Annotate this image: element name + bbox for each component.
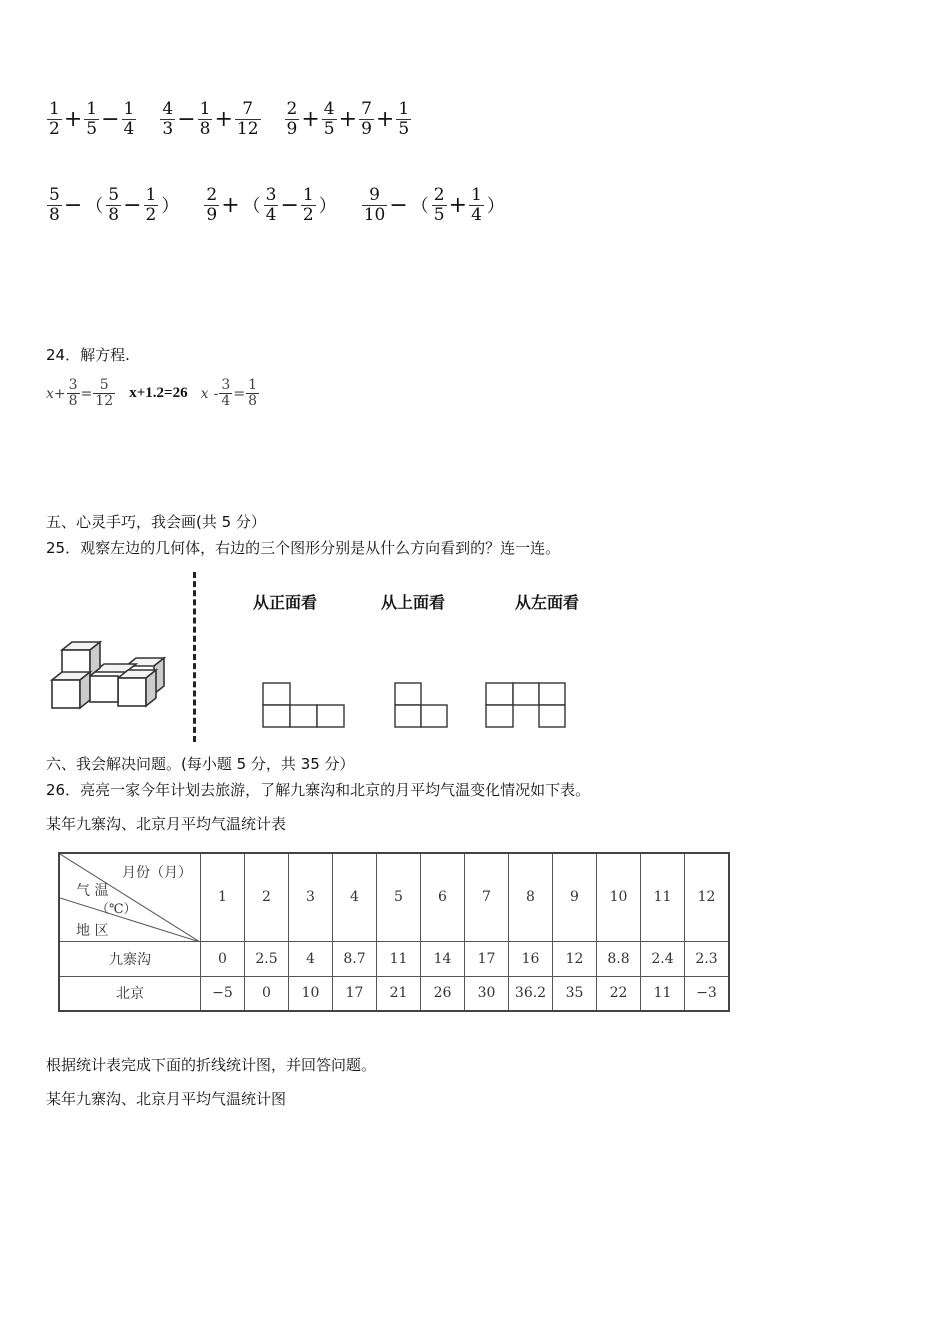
header-temp-unit: （℃） bbox=[96, 902, 137, 917]
fraction: $\frac{5}{8}$ bbox=[108, 185, 120, 225]
operator: + bbox=[448, 192, 468, 218]
value-cell: 14 bbox=[421, 941, 465, 976]
expression bbox=[361, 185, 507, 225]
eq3-equals: = bbox=[233, 385, 246, 402]
month-cell: 1 bbox=[201, 853, 245, 941]
equation-row bbox=[46, 378, 260, 410]
fraction: $\frac{1}{5}$ bbox=[86, 99, 98, 139]
value-cell: 8.8 bbox=[597, 941, 641, 976]
value-cell: 17 bbox=[333, 976, 377, 1011]
view-left-label: 从左面看 bbox=[515, 593, 580, 612]
dashed-divider bbox=[193, 572, 196, 742]
section6-title: 六、我会解决问题。(每小题 5 分，共 35 分） bbox=[46, 755, 355, 773]
value-cell: 8.7 bbox=[333, 941, 377, 976]
eq3-var: x bbox=[200, 385, 209, 402]
fraction: $\frac{1}{4}$ bbox=[123, 99, 135, 139]
fraction: $\frac{7}{9}$ bbox=[361, 99, 372, 139]
month-cell: 11 bbox=[641, 853, 685, 941]
month-cell: 4 bbox=[333, 853, 377, 941]
fraction: $\frac{4}{5}$ bbox=[323, 99, 335, 139]
eq3-frac2: $\frac{1}{8}$ bbox=[248, 377, 257, 410]
eq3-frac1: $\frac{3}{4}$ bbox=[221, 377, 231, 410]
operator: ） bbox=[486, 196, 505, 218]
fraction: $\frac{1}{5}$ bbox=[398, 99, 410, 139]
solid-figure bbox=[46, 636, 170, 712]
value-cell: 12 bbox=[553, 941, 597, 976]
value-cell: 21 bbox=[377, 976, 421, 1011]
month-cell: 2 bbox=[245, 853, 289, 941]
expression bbox=[284, 99, 413, 139]
view-shape-2 bbox=[394, 682, 452, 730]
operator: + bbox=[301, 106, 320, 132]
value-cell: 16 bbox=[509, 941, 553, 976]
fraction: $\frac{4}{3}$ bbox=[162, 99, 174, 139]
operator: + bbox=[214, 106, 233, 132]
operator: + bbox=[338, 106, 358, 132]
fraction: $\frac{5}{8}$ bbox=[49, 185, 60, 225]
fraction: $\frac{1}{2}$ bbox=[145, 185, 157, 225]
q26-text: 26．亮亮一家今年计划去旅游，了解九寨沟和北京的月平均气温变化情况如下表。 bbox=[46, 781, 591, 799]
eq1-frac2: $\frac{5}{12}$ bbox=[95, 377, 114, 410]
chart-title: 某年九寨沟、北京月平均气温统计图 bbox=[46, 1090, 287, 1108]
q24-title: 24．解方程. bbox=[46, 346, 130, 364]
value-cell: 11 bbox=[641, 976, 685, 1011]
month-cell: 3 bbox=[289, 853, 333, 941]
view-top-label: 从上面看 bbox=[381, 593, 446, 612]
value-cell: 0 bbox=[201, 941, 245, 976]
value-cell: 22 bbox=[597, 976, 641, 1011]
fraction: $\frac{2}{9}$ bbox=[286, 99, 298, 139]
operator: − bbox=[63, 192, 83, 218]
fraction: $\frac{1}{2}$ bbox=[302, 185, 314, 225]
instruction-text: 根据统计表完成下面的折线统计图，并回答问题。 bbox=[46, 1056, 377, 1074]
fraction: $\frac{1}{8}$ bbox=[199, 99, 211, 139]
value-cell: 2.5 bbox=[245, 941, 289, 976]
operator: ） bbox=[318, 196, 337, 218]
calc-row-2 bbox=[46, 186, 507, 224]
value-cell: 0 bbox=[245, 976, 289, 1011]
value-cell: 10 bbox=[289, 976, 333, 1011]
value-cell: −3 bbox=[685, 976, 730, 1011]
operator: + bbox=[375, 106, 395, 132]
month-cell: 12 bbox=[685, 853, 730, 941]
value-cell: 26 bbox=[421, 976, 465, 1011]
eq3-op: - bbox=[213, 385, 219, 402]
operator: − bbox=[123, 192, 142, 218]
temperature-table bbox=[58, 852, 730, 1012]
header-month: 月份（月） bbox=[122, 865, 192, 881]
month-cell: 6 bbox=[421, 853, 465, 941]
operator: − bbox=[177, 106, 196, 132]
value-cell: 4 bbox=[289, 941, 333, 976]
operator: （ bbox=[242, 196, 261, 218]
operator: − bbox=[101, 106, 120, 132]
month-cell: 9 bbox=[553, 853, 597, 941]
operator: （ bbox=[85, 196, 104, 218]
fraction: $\frac{2}{9}$ bbox=[206, 185, 218, 225]
value-cell: 35 bbox=[553, 976, 597, 1011]
month-cell: 7 bbox=[465, 853, 509, 941]
eq1-op: + bbox=[53, 385, 66, 402]
value-cell: 11 bbox=[377, 941, 421, 976]
expression bbox=[159, 99, 261, 139]
value-cell: 17 bbox=[465, 941, 509, 976]
expression bbox=[46, 185, 181, 225]
value-cell: −5 bbox=[201, 976, 245, 1011]
operator: − bbox=[389, 192, 408, 218]
value-cell: 30 bbox=[465, 976, 509, 1011]
q25-text: 25．观察左边的几何体，右边的三个图形分别是从什么方向看到的？连一连。 bbox=[46, 539, 561, 557]
fraction: $\frac{7}{12}$ bbox=[236, 99, 259, 139]
table-title: 某年九寨沟、北京月平均气温统计表 bbox=[46, 815, 287, 833]
month-cell: 10 bbox=[597, 853, 641, 941]
calc-row-1 bbox=[46, 100, 412, 138]
operator: + bbox=[221, 192, 240, 218]
expression bbox=[203, 185, 338, 225]
table-corner-header bbox=[59, 853, 201, 941]
view-front-label: 从正面看 bbox=[253, 593, 318, 612]
view-shape-3 bbox=[485, 682, 569, 730]
eq1-frac1: $\frac{3}{8}$ bbox=[68, 377, 78, 410]
eq1-equals: = bbox=[80, 385, 93, 402]
table-row bbox=[59, 941, 729, 976]
fraction: $\frac{2}{5}$ bbox=[433, 185, 445, 225]
operator: + bbox=[63, 106, 83, 132]
operator: ） bbox=[161, 196, 180, 218]
value-cell: 2.4 bbox=[641, 941, 685, 976]
month-cell: 5 bbox=[377, 853, 421, 941]
fraction: $\frac{9}{10}$ bbox=[363, 185, 386, 225]
fraction: $\frac{1}{4}$ bbox=[471, 185, 482, 225]
header-region: 地 区 bbox=[76, 923, 109, 939]
operator: （ bbox=[410, 196, 429, 218]
eq1-var: x bbox=[46, 385, 54, 402]
fraction: $\frac{3}{4}$ bbox=[265, 185, 277, 225]
expression bbox=[46, 99, 137, 139]
section5-title: 五、心灵手巧，我会画(共 5 分） bbox=[46, 513, 266, 531]
value-cell: 2.3 bbox=[685, 941, 730, 976]
header-temp: 气 温 bbox=[76, 883, 109, 899]
operator: − bbox=[280, 192, 299, 218]
month-cell: 8 bbox=[509, 853, 553, 941]
view-shape-1 bbox=[262, 682, 346, 730]
region-cell: 北京 bbox=[59, 976, 201, 1011]
fraction: $\frac{1}{2}$ bbox=[49, 99, 60, 139]
value-cell: 36.2 bbox=[509, 976, 553, 1011]
table-row bbox=[59, 976, 729, 1011]
eq2: x+1.2=26 bbox=[129, 385, 188, 402]
region-cell: 九寨沟 bbox=[59, 941, 201, 976]
